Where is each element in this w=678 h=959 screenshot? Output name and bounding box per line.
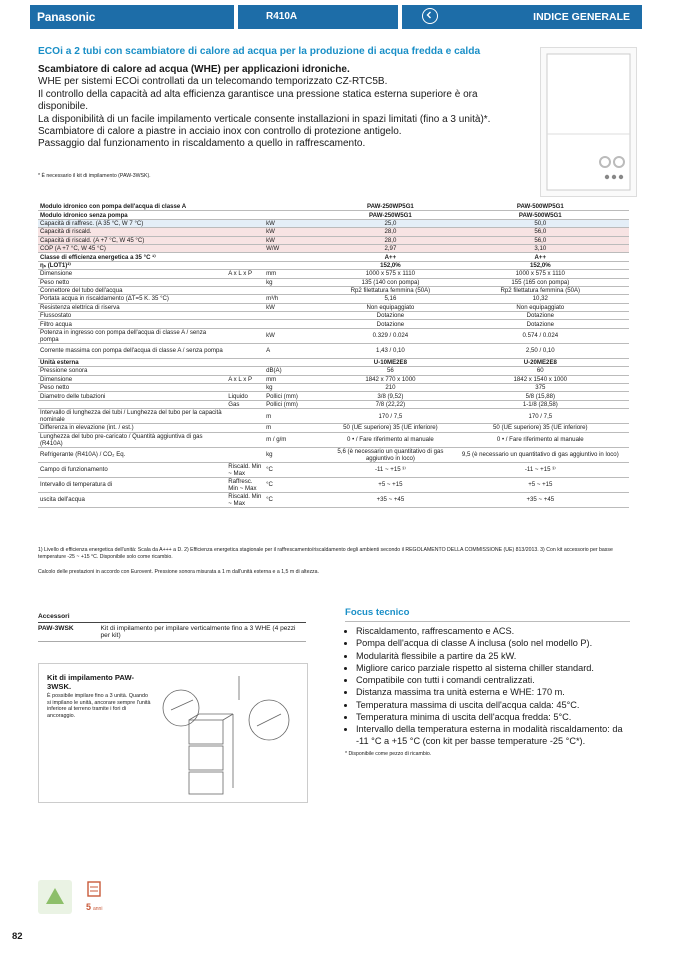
spec-cell bbox=[264, 261, 329, 269]
spec-cell bbox=[264, 312, 329, 320]
spec-cell: m / g/m bbox=[264, 432, 329, 447]
spec-cell bbox=[226, 219, 264, 227]
spec-cell bbox=[226, 343, 264, 358]
spec-cell bbox=[226, 409, 264, 424]
spec-cell: Liquido bbox=[226, 392, 264, 400]
spec-cell: kW bbox=[264, 228, 329, 236]
accessories-table bbox=[38, 611, 306, 642]
spec-cell bbox=[264, 253, 329, 261]
spec-cell: Gas bbox=[226, 400, 264, 408]
spec-cell bbox=[226, 320, 264, 328]
spec-cell: Rp2 filettatura femmina (50A) bbox=[329, 286, 451, 294]
focus-item: • Modularità flessibile a partire da 25 kW. bbox=[356, 651, 630, 663]
spec-cell: 28,0 bbox=[329, 228, 451, 236]
product-image bbox=[540, 47, 637, 197]
spec-row bbox=[38, 343, 629, 358]
spec-cell bbox=[38, 400, 226, 408]
spec-cell: 0.574 / 0.024 bbox=[452, 328, 629, 343]
spec-cell bbox=[226, 253, 264, 261]
spec-cell: +35 ~ +45 bbox=[329, 492, 451, 507]
spec-cell bbox=[226, 367, 264, 375]
spec-cell bbox=[226, 424, 264, 432]
spec-row bbox=[38, 303, 629, 311]
spec-cell: mm bbox=[264, 270, 329, 278]
spec-cell bbox=[226, 432, 264, 447]
spec-cell bbox=[226, 328, 264, 343]
spec-cell: Riscald. Min ~ Max bbox=[226, 492, 264, 507]
refrigerant-label: R410A bbox=[238, 5, 398, 29]
spec-cell: 50 (UE superiore) 35 (UE inferiore) bbox=[329, 424, 451, 432]
spec-cell: Differenza in elevazione (int. / est.) bbox=[38, 424, 226, 432]
intro-note: * È necessario il kit di impilamento (PAW-3WSK). bbox=[38, 173, 151, 179]
spec-cell: 60 bbox=[452, 367, 629, 375]
spec-row bbox=[38, 367, 629, 375]
spec-cell: A x L x P bbox=[226, 375, 264, 383]
spec-cell bbox=[226, 211, 264, 219]
spec-cell: A++ bbox=[452, 253, 629, 261]
focus-item: • Compatibile con tutti i comandi centralizzati. bbox=[356, 675, 630, 687]
spec-row bbox=[38, 278, 629, 286]
spec-cell: Dotazione bbox=[329, 312, 451, 320]
spec-row bbox=[38, 392, 629, 400]
spec-cell: 2,97 bbox=[329, 244, 451, 252]
spec-row bbox=[38, 462, 629, 477]
index-nav-button[interactable] bbox=[402, 5, 642, 29]
spec-cell: 152,0% bbox=[452, 261, 629, 269]
spec-cell: 1842 x 1540 x 1000 bbox=[452, 375, 629, 383]
intro-line: Scambiatore di calore a piastre in acciaio inox con controllo di protezione antigelo. bbox=[38, 126, 402, 138]
intro-line: Passaggio dal funzionamento in riscaldamento a quello in raffrescamento. bbox=[38, 138, 366, 150]
spec-cell: PAW-500WP5G1 bbox=[452, 203, 629, 211]
spec-row bbox=[38, 228, 629, 236]
spec-cell: kg bbox=[264, 447, 329, 462]
accessories-header: Accessori bbox=[38, 611, 306, 623]
spec-cell: Peso netto bbox=[38, 384, 226, 392]
spec-cell: °C bbox=[264, 462, 329, 477]
page-header bbox=[0, 0, 678, 33]
spec-cell: 3,10 bbox=[452, 244, 629, 252]
spec-cell: 56 bbox=[329, 367, 451, 375]
spec-cell: 9,5 (è necessario un quantitativo di gas aggiuntivo in loco) bbox=[452, 447, 629, 462]
spec-row bbox=[38, 432, 629, 447]
spec-cell: Dotazione bbox=[452, 320, 629, 328]
spec-cell: Corrente massima con pompa dell'acqua di classe A / senza pompa bbox=[38, 343, 226, 358]
focus-title: Focus tecnico bbox=[345, 607, 630, 622]
index-nav-label: INDICE GENERALE bbox=[533, 11, 630, 23]
spec-cell: m³/h bbox=[264, 295, 329, 303]
spec-cell: Flussostato bbox=[38, 312, 226, 320]
spec-cell: 1-1/8 (28,58) bbox=[452, 400, 629, 408]
focus-list bbox=[345, 626, 630, 747]
intro-line: WHE per sistemi ECOi controllati da un telecomando temporizzato CZ-RTC5B. bbox=[38, 76, 388, 88]
spec-cell: A++ bbox=[329, 253, 451, 261]
spec-cell: 152,0% bbox=[329, 261, 451, 269]
intro-line: Il controllo della capacità ad alta efficienza garantisce una pressione statica esterna superiore è ora disponibile. bbox=[38, 88, 478, 113]
spec-cell bbox=[226, 278, 264, 286]
spec-table bbox=[38, 203, 629, 508]
spec-row bbox=[38, 286, 629, 294]
spec-cell: 5,16 bbox=[329, 295, 451, 303]
spec-cell bbox=[226, 384, 264, 392]
spec-row bbox=[38, 477, 629, 492]
focus-note: * Disponibile come pezzo di ricambio. bbox=[345, 751, 432, 758]
spec-cell: m bbox=[264, 424, 329, 432]
spec-cell bbox=[226, 203, 264, 211]
spec-cell: Lunghezza del tubo pre-caricato / Quantità aggiuntiva di gas (R410A) bbox=[38, 432, 226, 447]
focus-item: • Riscaldamento, raffrescamento e ACS. bbox=[356, 626, 630, 638]
spec-cell: Refrigerante (R410A) / CO₂ Eq. bbox=[38, 447, 226, 462]
spec-row bbox=[38, 261, 629, 269]
spec-cell: 0 • / Fare riferimento al manuale bbox=[452, 432, 629, 447]
spec-cell bbox=[226, 244, 264, 252]
spec-cell: 28,0 bbox=[329, 236, 451, 244]
spec-cell: 2,50 / 0,10 bbox=[452, 343, 629, 358]
spec-row bbox=[38, 358, 629, 366]
spec-cell: Riscald. Min ~ Max bbox=[226, 462, 264, 477]
spec-cell bbox=[264, 286, 329, 294]
spec-cell: mm bbox=[264, 375, 329, 383]
spec-cell bbox=[226, 303, 264, 311]
accessory-row bbox=[38, 623, 306, 642]
spec-row bbox=[38, 219, 629, 227]
spec-cell: W/W bbox=[264, 244, 329, 252]
spec-cell: ηₛ (LOT1)²⁾ bbox=[38, 261, 226, 269]
spec-cell: Peso netto bbox=[38, 278, 226, 286]
spec-row bbox=[38, 320, 629, 328]
intro-text bbox=[38, 64, 498, 151]
spec-cell bbox=[226, 447, 264, 462]
spec-cell: 3/8 (9,52) bbox=[329, 392, 451, 400]
focus-section bbox=[345, 607, 630, 757]
spec-cell: U-10ME2E8 bbox=[329, 358, 451, 366]
spec-cell: Connettore del tubo dell'acqua bbox=[38, 286, 226, 294]
spec-cell bbox=[264, 211, 329, 219]
kit-description: È possibile impilare fino a 3 unità. Quando si impilano le unità, ancorare sempre l'unità inferiore al terreno tramite i fori di ancoraggio. bbox=[47, 693, 151, 719]
spec-cell: +5 ~ +15 bbox=[329, 477, 451, 492]
intro-subtitle: Scambiatore di calore ad acqua (WHE) per applicazioni idroniche. bbox=[38, 64, 350, 75]
spec-cell bbox=[226, 236, 264, 244]
spec-cell: 10,32 bbox=[452, 295, 629, 303]
spec-cell: -11 ~ +15 ³⁾ bbox=[329, 462, 451, 477]
spec-cell: Intervallo di lunghezza dei tubi / Lunghezza del tubo per la capacità nominale bbox=[38, 409, 226, 424]
focus-item: • Distanza massima tra unità esterna e WHE: 170 m. bbox=[356, 687, 630, 699]
spec-cell: 7/8 (22,22) bbox=[329, 400, 451, 408]
spec-cell: 0 • / Fare riferimento al manuale bbox=[329, 432, 451, 447]
accessory-code: PAW-3WSK bbox=[38, 625, 74, 632]
spec-cell: kW bbox=[264, 303, 329, 311]
spec-cell: Modulo idronico con pompa dell'acqua di classe A bbox=[38, 203, 226, 211]
page-number: 82 bbox=[12, 931, 23, 942]
spec-row bbox=[38, 409, 629, 424]
certification-logos bbox=[38, 880, 118, 919]
spec-cell: 170 / 7,5 bbox=[452, 409, 629, 424]
spec-row bbox=[38, 236, 629, 244]
spec-cell: 50 (UE superiore) 35 (UE inferiore) bbox=[452, 424, 629, 432]
focus-item: • Temperatura minima di uscita dell'acqua fredda: 5°C. bbox=[356, 712, 630, 724]
spec-cell: Campo di funzionamento bbox=[38, 462, 226, 477]
spec-row bbox=[38, 211, 629, 219]
spec-cell bbox=[264, 358, 329, 366]
whe-unit-illustration bbox=[541, 48, 636, 196]
spec-cell: Resistenza elettrica di riserva bbox=[38, 303, 226, 311]
spec-cell: Raffresc. Min ~ Max bbox=[226, 477, 264, 492]
page-title: ECOi a 2 tubi con scambiatore di calore ad acqua per la produzione di acqua fredda e calda bbox=[38, 46, 481, 57]
spec-cell bbox=[226, 312, 264, 320]
badge-logo bbox=[38, 880, 118, 914]
spec-cell: Filtro acqua bbox=[38, 320, 226, 328]
spec-row bbox=[38, 295, 629, 303]
spec-cell: 50,0 bbox=[452, 219, 629, 227]
intro-line: La disponibilità di un facile impilamento verticale consente installazioni in spazi limitati (fino a 3 unità)*. bbox=[38, 113, 491, 125]
spec-cell: 1842 x 770 x 1000 bbox=[329, 375, 451, 383]
spec-row bbox=[38, 270, 629, 278]
spec-cell: 210 bbox=[329, 384, 451, 392]
spec-row bbox=[38, 328, 629, 343]
footnote: 1) Livello di efficienza energetica dell'unità: Scala da A+++ a D. 2) Efficienza energetica stagionale per il raffrescamento/riscaldamento degli ambienti secondo il REGOLAMENTO DELLA COMMISSIONE (UE) 813/2013. 3) Con kit accessorio per basse temperature -25 ~ +15 °C. Disponibile solo come ricambio. bbox=[38, 547, 613, 560]
spec-cell: Diametro delle tubazioni bbox=[38, 392, 226, 400]
spec-cell bbox=[226, 228, 264, 236]
spec-cell: 1000 x 575 x 1110 bbox=[329, 270, 451, 278]
spec-cell: Unità esterna bbox=[38, 358, 226, 366]
spec-cell: Intervallo di temperatura di bbox=[38, 477, 226, 492]
spec-row bbox=[38, 375, 629, 383]
spec-cell: Capacità di riscald. bbox=[38, 228, 226, 236]
spec-row bbox=[38, 492, 629, 507]
spec-cell: kW bbox=[264, 236, 329, 244]
spec-cell: Capacità di riscald. (A +7 °C, W 45 °C) bbox=[38, 236, 226, 244]
spec-cell: 375 bbox=[452, 384, 629, 392]
spec-cell: 0.329 / 0.024 bbox=[329, 328, 451, 343]
spec-row bbox=[38, 384, 629, 392]
spec-cell: 170 / 7,5 bbox=[329, 409, 451, 424]
spec-row bbox=[38, 203, 629, 211]
spec-cell: 135 (140 con pompa) bbox=[329, 278, 451, 286]
spec-cell: kW bbox=[264, 328, 329, 343]
spec-cell: 56,0 bbox=[452, 236, 629, 244]
spec-cell: kW bbox=[264, 219, 329, 227]
spec-cell: 5,6 (è necessario un quantitativo di gas aggiuntivo in loco) bbox=[329, 447, 451, 462]
spec-cell: +35 ~ +45 bbox=[452, 492, 629, 507]
spec-cell: A x L x P bbox=[226, 270, 264, 278]
spec-cell: Dimensione bbox=[38, 270, 226, 278]
spec-cell: Pressione sonora bbox=[38, 367, 226, 375]
spec-cell: Dotazione bbox=[329, 320, 451, 328]
spec-cell bbox=[226, 295, 264, 303]
spec-cell bbox=[264, 320, 329, 328]
spec-cell: U-20ME2E8 bbox=[452, 358, 629, 366]
spec-cell: kg bbox=[264, 278, 329, 286]
spec-cell: A bbox=[264, 343, 329, 358]
spec-cell: uscita dell'acqua bbox=[38, 492, 226, 507]
spec-cell: °C bbox=[264, 492, 329, 507]
spec-row bbox=[38, 400, 629, 408]
spec-cell: 25,0 bbox=[329, 219, 451, 227]
spec-cell: 1,43 / 0,10 bbox=[329, 343, 451, 358]
chevron-left-icon bbox=[422, 8, 438, 24]
warranty-label: anni bbox=[93, 906, 103, 912]
spec-cell: -11 ~ +15 ³⁾ bbox=[452, 462, 629, 477]
focus-item: • Intervallo della temperatura esterna in modalità riscaldamento: da -11 °C a +15 °C (con kit per basse temperature -25 °C*). bbox=[356, 724, 630, 747]
spec-cell: dB(A) bbox=[264, 367, 329, 375]
spec-cell: 155 (165 con pompa) bbox=[452, 278, 629, 286]
spec-cell bbox=[264, 203, 329, 211]
focus-item: • Migliore carico parziale rispetto al sistema chiller standard. bbox=[356, 663, 630, 675]
footnote: Calcolo delle prestazioni in accordo con Eurovent. Pressione sonora misurata a 1 m dall'unità esterna e a 1,5 m di altezza. bbox=[38, 569, 319, 575]
spec-cell: PAW-250W5G1 bbox=[329, 211, 451, 219]
spec-cell: °C bbox=[264, 477, 329, 492]
spec-cell: Rp2 filettatura femmina (50A) bbox=[452, 286, 629, 294]
spec-cell: Potenza in ingresso con pompa dell'acqua di classe A / senza pompa bbox=[38, 328, 226, 343]
spec-row bbox=[38, 244, 629, 252]
spec-cell: Capacità di raffresc. (A 35 °C, W 7 °C) bbox=[38, 219, 226, 227]
spec-row bbox=[38, 447, 629, 462]
focus-item: • Temperatura massima di uscita dell'acqua calda: 45°C. bbox=[356, 700, 630, 712]
spec-cell bbox=[226, 261, 264, 269]
spec-cell: Modulo idronico senza pompa bbox=[38, 211, 226, 219]
spec-cell: PAW-500W5G1 bbox=[452, 211, 629, 219]
brand-label: Panasonic bbox=[30, 5, 234, 29]
spec-cell bbox=[226, 286, 264, 294]
spec-cell: +5 ~ +15 bbox=[452, 477, 629, 492]
spec-cell: m bbox=[264, 409, 329, 424]
accessory-desc: Kit di impilamento per impilare verticalmente fino a 3 WHE (4 pezzi per kit) bbox=[100, 625, 296, 639]
spec-row bbox=[38, 253, 629, 261]
stacking-kit-box bbox=[38, 663, 308, 803]
spec-cell: kg bbox=[264, 384, 329, 392]
spec-cell: Portata acqua in riscaldamento (ΔT=5 K. 35 °C) bbox=[38, 295, 226, 303]
stacking-kit-illustration bbox=[159, 670, 299, 796]
kit-title: Kit di impilamento PAW-3WSK. bbox=[47, 673, 135, 691]
spec-cell: Dimensione bbox=[38, 375, 226, 383]
warranty-years: 5 bbox=[86, 902, 92, 912]
spec-cell: 1000 x 575 x 1110 bbox=[452, 270, 629, 278]
spec-cell: COP (A +7 °C, W 45 °C) bbox=[38, 244, 226, 252]
spec-cell: Dotazione bbox=[452, 312, 629, 320]
spec-row bbox=[38, 312, 629, 320]
spec-cell: Non equipaggiato bbox=[329, 303, 451, 311]
spec-cell: Pollici (mm) bbox=[264, 392, 329, 400]
spec-cell: 56,0 bbox=[452, 228, 629, 236]
spec-cell: Non equipaggiato bbox=[452, 303, 629, 311]
spec-row bbox=[38, 424, 629, 432]
spec-cell: PAW-250WP5G1 bbox=[329, 203, 451, 211]
spec-cell: Pollici (mm) bbox=[264, 400, 329, 408]
spec-cell: 5/8 (15,88) bbox=[452, 392, 629, 400]
spec-cell bbox=[226, 358, 264, 366]
spec-cell: Classe di efficienza energetica a 35 °C ¹⁾ bbox=[38, 253, 226, 261]
focus-item: • Pompa dell'acqua di classe A inclusa (solo nel modello P). bbox=[356, 638, 630, 650]
